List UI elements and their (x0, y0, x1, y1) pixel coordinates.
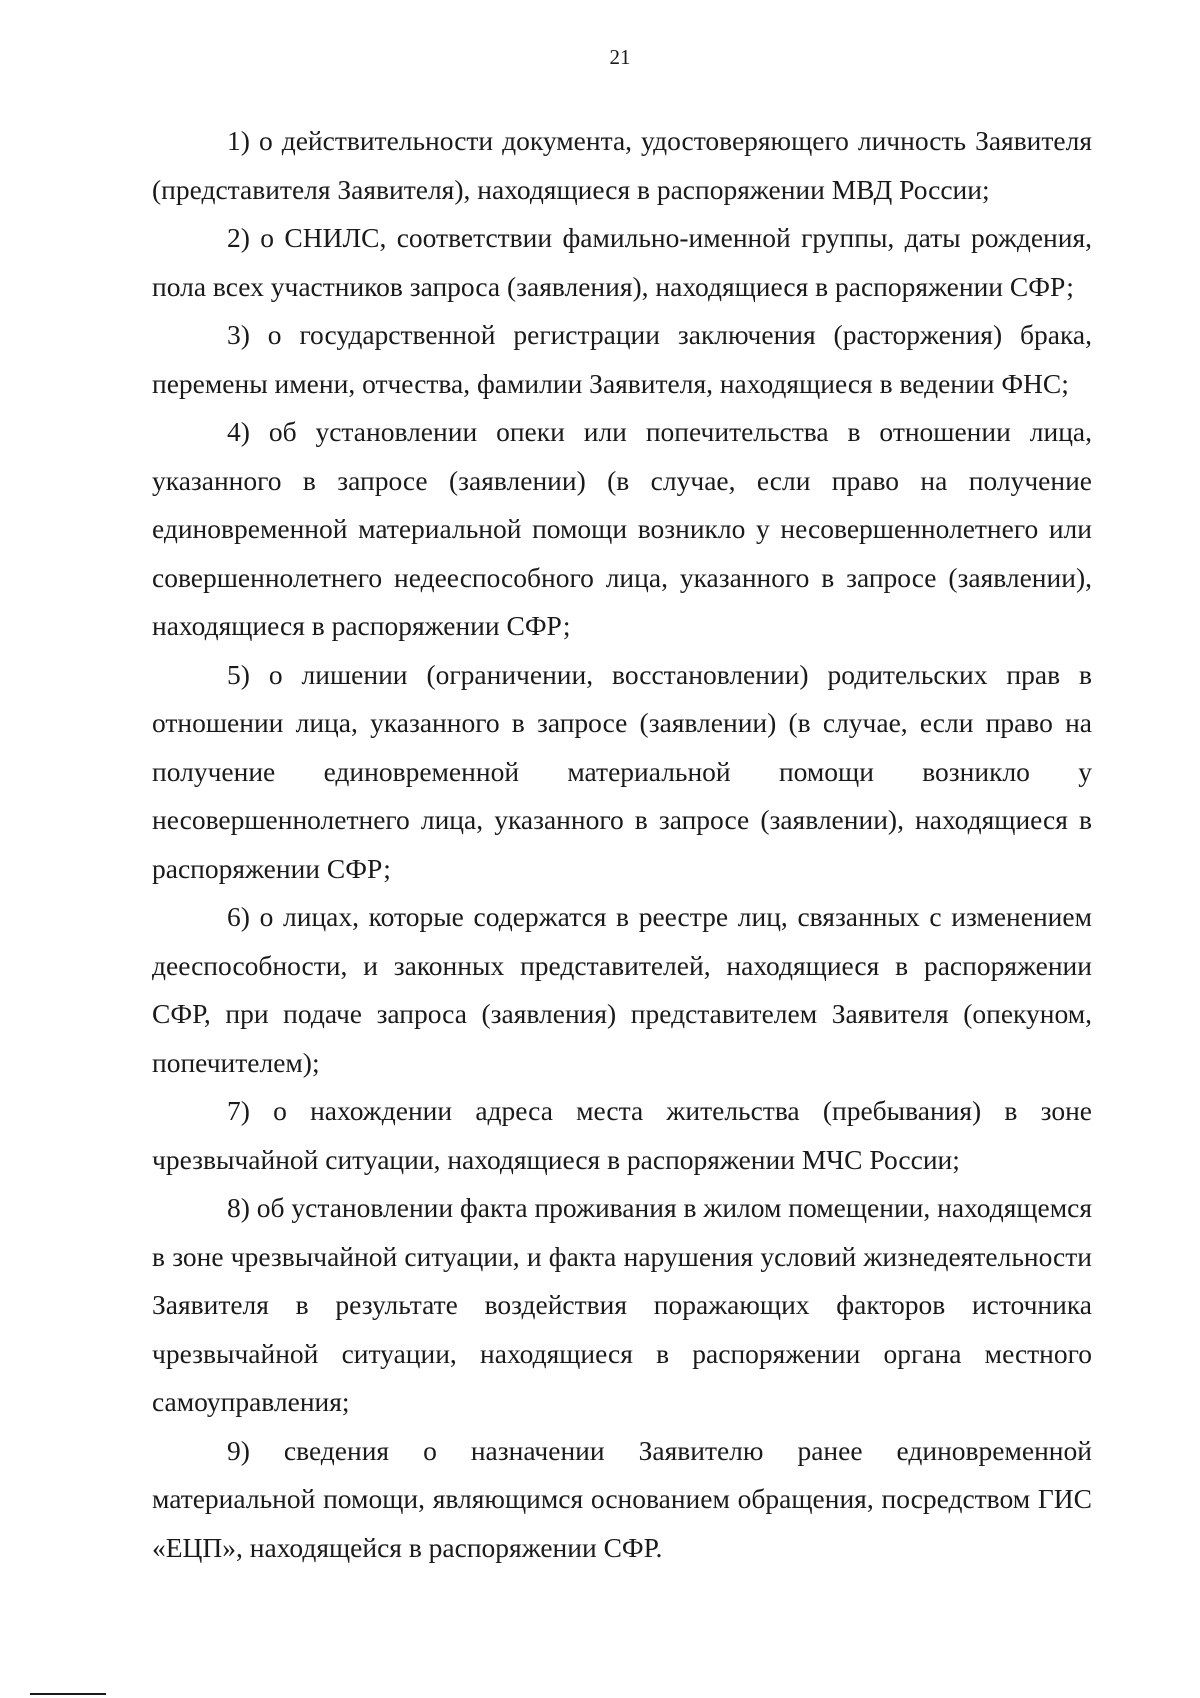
list-item-6: 6) о лицах, которые содержатся в реестре лиц, связанных с изменением дееспособности, и законных представителей, находящиеся в распоряжении СФР, при подаче запроса (заявления) представителем Заявителя (опекуном, попечителем); (152, 901, 1092, 1078)
list-item-5: 5) о лишении (ограничении, восстановлении) родительских прав в отношении лица, указанного в запросе (заявлении) (в случае, если право на получение единовременной материальной помощи возникло у несовершеннолетнего лица, указанного в запросе (заявлении), находящиеся в распоряжении СФР; (152, 658, 1092, 884)
document-body (152, 117, 1092, 1572)
page-number: 21 (609, 45, 631, 69)
corner-divider (30, 1693, 106, 1695)
list-item-2: 2) о СНИЛС, соответствии фамильно-именной группы, даты рождения, пола всех участников запроса (заявления), находящиеся в распоряжении СФР; (152, 222, 1092, 302)
list-item-4: 4) об установлении опеки или попечительства в отношении лица, указанного в запросе (заявлении) (в случае, если право на получение единовременной материальной помощи возникло у несовершеннолетнего или совершеннолетнего недееспособного лица, указанного в запросе (заявлении), находящиеся в распоряжении СФР; (152, 416, 1092, 641)
list-item-9: 9) сведения о назначении Заявителю ранее единовременной материальной помощи, являющимся основанием обращения, посредством ГИС «ЕЦП», находящейся в распоряжении СФР. (152, 1434, 1092, 1563)
list-item-7: 7) о нахождении адреса места жительства (пребывания) в зоне чрезвычайной ситуации, находящиеся в распоряжении МЧС России; (152, 1095, 1092, 1175)
list-item-8: 8) об установлении факта проживания в жилом помещении, находящемся в зоне чрезвычайной ситуации, и факта нарушения условий жизнедеятельности Заявителя в результате воздействия поражающих факторов источника чрезвычайной ситуации, находящиеся в распоряжении органа местного самоуправления; (152, 1192, 1092, 1417)
list-item-1: 1) о действительности документа, удостоверяющего личность Заявителя (представителя Заявителя), находящиеся в распоряжении МВД России; (152, 125, 1092, 205)
list-item-3: 3) о государственной регистрации заключения (расторжения) брака, перемены имени, отчества, фамилии Заявителя, находящиеся в ведении ФНС; (152, 319, 1092, 399)
